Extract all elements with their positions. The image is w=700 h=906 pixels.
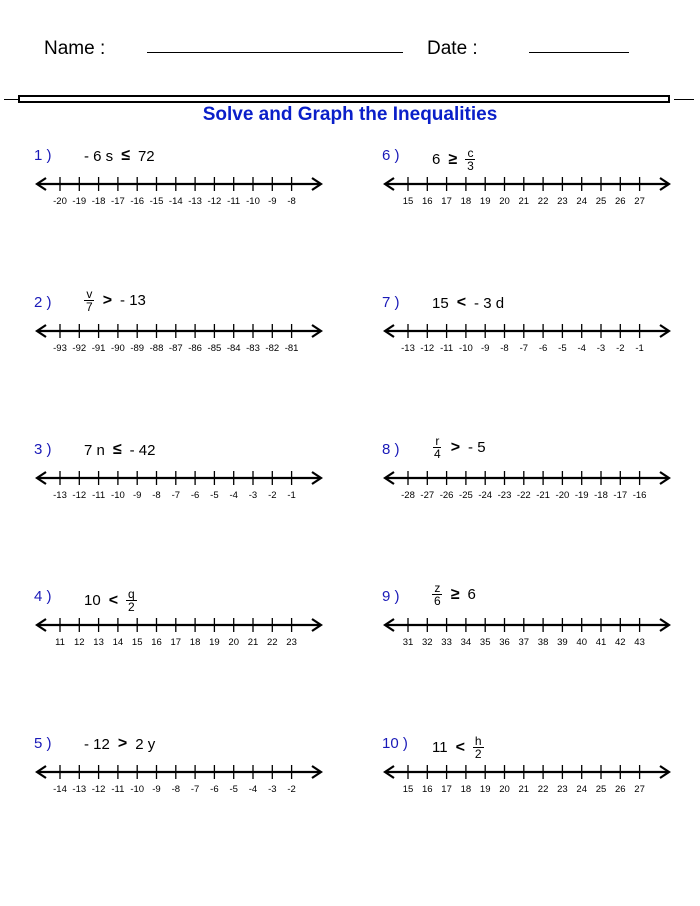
tick-label: 20 — [499, 784, 510, 795]
tick-label: 12 — [74, 637, 85, 648]
number-line[interactable] — [382, 608, 682, 658]
tick-label: 17 — [441, 784, 452, 795]
number-line[interactable] — [382, 167, 682, 217]
inequality-expression — [432, 582, 484, 607]
tick-label: 23 — [286, 637, 297, 648]
fraction-denominator: 4 — [434, 447, 441, 461]
tick-label: -7 — [171, 490, 181, 501]
inequality-sign: ≥ — [448, 150, 458, 168]
tick-label: -10 — [111, 490, 125, 501]
tick-label: 21 — [247, 637, 259, 648]
tick-label: -11 — [440, 343, 454, 354]
fraction-numerator: v — [86, 287, 93, 301]
tick-label: -81 — [284, 343, 299, 354]
tick-label: 40 — [576, 637, 587, 648]
tick-label: -17 — [111, 196, 125, 207]
number-line[interactable] — [382, 755, 682, 805]
number-line[interactable] — [34, 167, 334, 217]
problem-number: 9 ) — [382, 588, 400, 605]
tick-label: -8 — [500, 343, 509, 354]
tick-label: 23 — [557, 784, 568, 795]
tick-label: 14 — [112, 637, 124, 648]
tick-label: 34 — [460, 637, 472, 648]
inequality-expression — [84, 441, 164, 459]
problem-number: 8 ) — [382, 441, 400, 458]
tick-label: -13 — [53, 490, 67, 501]
fraction-denominator: 3 — [467, 159, 474, 173]
tick-label: -85 — [207, 343, 222, 354]
tick-label: -2 — [268, 490, 277, 501]
tick-label: 11 — [55, 637, 65, 648]
tick-label: 16 — [422, 784, 433, 795]
tick-label: 38 — [537, 637, 549, 648]
problem-number: 2 ) — [34, 294, 52, 311]
tick-label: 17 — [441, 196, 452, 207]
tick-label: 18 — [460, 196, 472, 207]
tick-label: -11 — [227, 196, 241, 207]
tick-label: 27 — [634, 784, 645, 795]
inequality-expression — [84, 147, 163, 165]
header-divider — [18, 95, 670, 103]
problem-number: 7 ) — [382, 294, 400, 311]
problem-number: 10 ) — [382, 735, 408, 752]
tick-label: -12 — [91, 784, 106, 795]
tick-label: -15 — [149, 196, 164, 207]
tick-label: -3 — [248, 490, 258, 501]
tick-label: -19 — [72, 196, 87, 207]
problem-4 — [34, 588, 334, 678]
tick-label: -84 — [226, 343, 241, 354]
tick-label: -16 — [130, 196, 145, 207]
tick-label: -24 — [478, 490, 493, 501]
tick-label: -18 — [594, 490, 608, 501]
tick-label: -8 — [287, 196, 296, 207]
tick-label: 15 — [402, 784, 414, 795]
tick-label: 25 — [595, 196, 607, 207]
tick-label: 42 — [615, 637, 626, 648]
tick-label: 24 — [576, 784, 587, 795]
tick-label: -1 — [635, 343, 644, 354]
tick-label: 15 — [131, 637, 143, 648]
rule-left-stub — [4, 99, 18, 100]
tick-label: 17 — [170, 637, 182, 648]
tick-label: 33 — [441, 637, 452, 648]
problem-9 — [382, 581, 682, 678]
tick-label: 19 — [479, 784, 491, 795]
tick-label: -6 — [538, 343, 548, 354]
tick-label: -90 — [111, 343, 125, 354]
tick-label: -83 — [246, 343, 260, 354]
tick-label: -23 — [497, 490, 512, 501]
tick-label: 26 — [615, 196, 626, 207]
problem-7 — [382, 294, 682, 384]
tick-label: 22 — [267, 637, 278, 648]
inequality-sign: < — [108, 591, 119, 609]
tick-label: -9 — [132, 490, 142, 501]
tick-label: 41 — [595, 637, 607, 648]
expression-term: - 42 — [129, 441, 156, 459]
tick-label: -3 — [268, 784, 277, 795]
tick-label: -11 — [92, 490, 106, 501]
number-line[interactable] — [382, 314, 682, 364]
tick-label: -88 — [149, 343, 164, 354]
tick-label: -26 — [439, 490, 454, 501]
tick-label: -3 — [596, 343, 606, 354]
tick-label: -5 — [210, 490, 219, 501]
tick-label: -5 — [229, 784, 238, 795]
fraction-denominator: 2 — [474, 747, 482, 761]
tick-label: -4 — [248, 784, 258, 795]
tick-label: -6 — [210, 784, 219, 795]
tick-label: 21 — [518, 196, 530, 207]
tick-label: -14 — [53, 784, 67, 795]
inequality-sign: ≥ — [450, 585, 460, 603]
number-line[interactable] — [34, 608, 334, 658]
fraction-numerator: h — [474, 734, 482, 748]
tick-label: 15 — [402, 196, 414, 207]
tick-label: -93 — [53, 343, 67, 354]
number-line[interactable] — [382, 461, 682, 511]
problem-number: 3 ) — [34, 441, 52, 458]
tick-label: -7 — [519, 343, 529, 354]
tick-label: -2 — [616, 343, 625, 354]
fraction — [84, 288, 95, 313]
tick-label: -12 — [420, 343, 435, 354]
tick-label: -10 — [246, 196, 260, 207]
expression-term: - 13 — [120, 292, 146, 309]
problem-8 — [382, 434, 682, 531]
number-line[interactable] — [34, 755, 334, 805]
expression-term: 7 n — [84, 441, 105, 459]
fraction-numerator: q — [128, 587, 135, 601]
tick-label: 19 — [209, 637, 220, 648]
tick-label: -89 — [130, 343, 145, 354]
tick-label: 31 — [402, 637, 414, 648]
inequality-sign: > — [117, 735, 128, 753]
problem-number: 4 ) — [34, 588, 52, 605]
problem-2 — [34, 287, 334, 384]
tick-label: -20 — [53, 196, 67, 207]
name-blank[interactable] — [147, 52, 403, 53]
expression-term: 6 — [432, 151, 441, 168]
tick-label: -4 — [229, 490, 238, 501]
tick-label: 20 — [499, 196, 510, 207]
tick-label: -16 — [632, 490, 647, 501]
tick-label: 18 — [189, 637, 201, 648]
tick-label: 19 — [479, 196, 491, 207]
tick-label: 18 — [460, 784, 472, 795]
tick-label: -1 — [287, 490, 296, 501]
tick-label: -18 — [91, 196, 106, 207]
fraction-denominator: 7 — [86, 300, 93, 314]
problem-10 — [382, 735, 682, 825]
fraction — [432, 435, 443, 460]
tick-label: -27 — [420, 490, 435, 501]
tick-label: -87 — [168, 343, 183, 354]
tick-label: 23 — [557, 196, 568, 207]
tick-label: -8 — [152, 490, 161, 501]
tick-label: 21 — [518, 784, 530, 795]
tick-label: 22 — [537, 196, 549, 207]
tick-label: -2 — [287, 784, 296, 795]
inequality-sign: ≤ — [121, 147, 130, 165]
tick-label: -17 — [613, 490, 628, 501]
page-title: Solve and Graph the Inequalities — [202, 104, 498, 125]
tick-label: -10 — [130, 784, 145, 795]
tick-label: -13 — [72, 784, 87, 795]
inequality-sign: > — [450, 438, 461, 456]
tick-label: -12 — [72, 490, 87, 501]
tick-label: -86 — [188, 343, 202, 354]
expression-term: 15 — [432, 294, 449, 312]
tick-label: 16 — [151, 637, 162, 648]
tick-label: 35 — [479, 637, 491, 648]
tick-label: -6 — [190, 490, 200, 501]
tick-label: 43 — [634, 637, 645, 648]
expression-term: - 6 s — [84, 147, 114, 165]
problem-5 — [34, 735, 334, 825]
fraction — [432, 582, 443, 607]
expression-term: 6 — [467, 586, 476, 603]
problem-1 — [34, 147, 334, 237]
fraction-numerator: r — [435, 434, 440, 448]
tick-label: -19 — [574, 490, 589, 501]
tick-label: -9 — [152, 784, 161, 795]
problem-number: 1 ) — [34, 147, 52, 164]
tick-label: -25 — [459, 490, 473, 501]
name-label: Name : — [44, 38, 106, 59]
date-blank[interactable] — [529, 52, 629, 53]
expression-term: - 12 — [84, 735, 110, 753]
inequality-expression — [84, 288, 154, 313]
problem-number: 6 ) — [382, 147, 400, 164]
tick-label: -7 — [190, 784, 200, 795]
tick-label: -5 — [558, 343, 567, 354]
tick-label: 13 — [93, 637, 104, 648]
tick-label: -82 — [265, 343, 280, 354]
tick-label: 25 — [595, 784, 607, 795]
tick-label: -28 — [401, 490, 415, 501]
tick-label: 37 — [518, 637, 530, 648]
tick-label: -21 — [536, 490, 550, 501]
inequality-expression — [432, 435, 494, 460]
problem-6 — [382, 147, 682, 237]
number-line[interactable] — [34, 461, 334, 511]
expression-term: 11 — [432, 739, 448, 756]
tick-label: -20 — [555, 490, 570, 501]
tick-label: -9 — [268, 196, 277, 207]
tick-label: 39 — [557, 637, 568, 648]
tick-label: -8 — [171, 784, 181, 795]
fraction-numerator: c — [467, 146, 474, 160]
tick-label: -13 — [401, 343, 415, 354]
tick-label: 32 — [422, 637, 433, 648]
inequality-sign: < — [456, 294, 467, 312]
tick-label: -4 — [577, 343, 586, 354]
tick-label: 26 — [615, 784, 626, 795]
problem-number: 5 ) — [34, 735, 52, 752]
expression-term: - 3 d — [474, 294, 505, 312]
rule-right-stub — [674, 99, 694, 100]
date-label: Date : — [427, 38, 478, 59]
problem-3 — [34, 441, 334, 531]
tick-label: 16 — [422, 196, 433, 207]
tick-label: 22 — [537, 784, 549, 795]
tick-label: -10 — [459, 343, 473, 354]
fraction-denominator: 2 — [128, 600, 135, 614]
fraction-numerator: z — [434, 581, 441, 595]
tick-label: -14 — [168, 196, 183, 207]
inequality-expression — [84, 735, 163, 753]
tick-label: -22 — [516, 490, 531, 501]
expression-term: 2 y — [135, 735, 156, 753]
tick-label: 20 — [228, 637, 239, 648]
tick-label: -91 — [91, 343, 106, 354]
tick-label: -92 — [72, 343, 87, 354]
expression-term: 10 — [84, 592, 101, 609]
expression-term: - 5 — [468, 439, 486, 456]
inequality-expression — [432, 294, 512, 312]
tick-label: -12 — [207, 196, 222, 207]
tick-label: 27 — [634, 196, 645, 207]
tick-label: -13 — [188, 196, 202, 207]
tick-label: -11 — [111, 784, 125, 795]
expression-term: 72 — [137, 147, 155, 165]
tick-label: 36 — [499, 637, 510, 648]
number-line[interactable] — [34, 314, 334, 364]
tick-label: 24 — [576, 196, 587, 207]
tick-label: -9 — [480, 343, 490, 354]
inequality-sign: ≤ — [112, 441, 122, 459]
fraction-denominator: 6 — [434, 594, 441, 608]
inequality-sign: < — [455, 738, 465, 756]
inequality-sign: > — [102, 291, 113, 309]
